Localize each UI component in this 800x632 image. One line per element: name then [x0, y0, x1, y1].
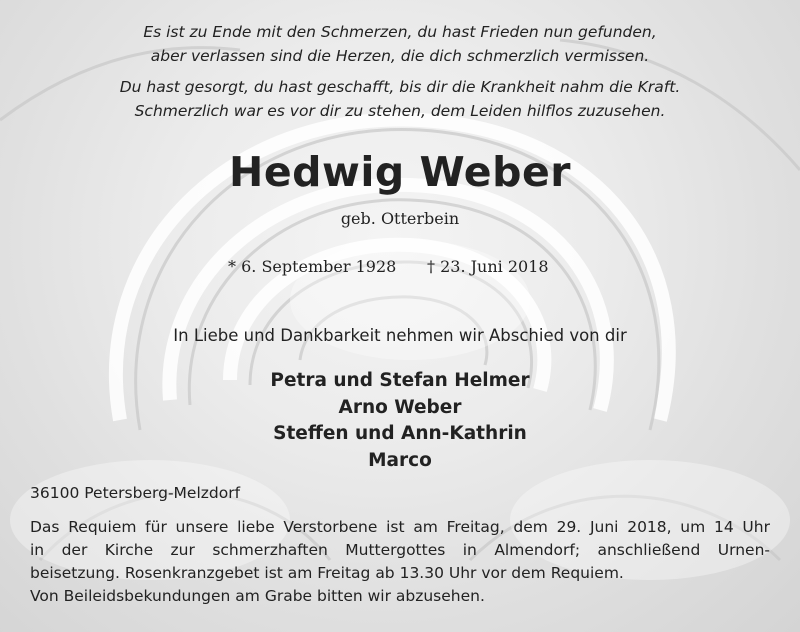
details-word: Freitag, [446, 518, 505, 536]
details-line-1 [30, 516, 770, 539]
mourner-name: Marco [368, 449, 432, 471]
birth-date: * 6. September 1928 [228, 257, 397, 276]
details-word: Kirche [104, 541, 154, 559]
details-word: Das [30, 518, 60, 536]
mourner-name: Petra und Stefan Helmer [270, 370, 530, 391]
details-word: Juni [589, 518, 619, 536]
details-word: Verstorbene [283, 518, 378, 536]
details-word: zur [170, 541, 195, 559]
details-word: 2018, [627, 518, 672, 536]
verse-stanza-2 [0, 75, 800, 123]
verse-line: Schmerzlich war es vor dir zu stehen, dem Leiden hilflos zuzusehen. [134, 102, 666, 120]
mourner-name: Steffen und Ann-Kathrin [273, 423, 527, 444]
details-word: anschließend [597, 541, 701, 559]
details-word: ist [386, 518, 405, 536]
verse-line: aber verlassen sind die Herzen, die dich schmerzlich vermissen. [150, 47, 650, 65]
farewell-line: In Liebe und Dankbarkeit nehmen wir Abschied von dir [173, 326, 627, 345]
details-word: dem [513, 518, 548, 536]
details-word: Requiem [68, 518, 137, 536]
details-word: schmerzhaften [212, 541, 328, 559]
details-line-2 [30, 539, 770, 562]
details-word: am [413, 518, 438, 536]
verse-stanza-1 [0, 20, 800, 68]
mourner-name: Arno Weber [338, 396, 462, 418]
details-word: in [30, 541, 45, 559]
details-word: Muttergottes [345, 541, 446, 559]
verse-line: Du hast gesorgt, du hast geschafft, bis dir die Krankheit nahm die Kraft. [119, 78, 681, 96]
details-word: 29. [556, 518, 582, 536]
details-word: Almendorf; [494, 541, 581, 559]
address: 36100 Petersberg-Melzdorf [30, 484, 241, 502]
details-word: um [680, 518, 706, 536]
details-word: 14 [713, 518, 734, 536]
deceased-name: Hedwig Weber [229, 148, 571, 196]
funeral-details [30, 516, 770, 608]
details-word: liebe [237, 518, 275, 536]
details-word: Urnen- [717, 541, 770, 559]
details-line-3: beisetzung. Rosenkranzgebet ist am Freitag ab 13.30 Uhr vor dem Requiem. [30, 564, 624, 582]
details-word: Uhr [742, 518, 770, 536]
details-word: in [462, 541, 477, 559]
details-word: für [145, 518, 167, 536]
details-word: unsere [175, 518, 229, 536]
death-date: † 23. Juni 2018 [427, 257, 549, 276]
details-word: der [61, 541, 88, 559]
verse-line: Es ist zu Ende mit den Schmerzen, du hast Frieden nun gefunden, [143, 23, 657, 41]
maiden-name: geb. Otterbein [340, 209, 460, 228]
details-line-4: Von Beileidsbekundungen am Grabe bitten wir abzusehen. [30, 587, 485, 605]
mourners-list [0, 368, 800, 474]
